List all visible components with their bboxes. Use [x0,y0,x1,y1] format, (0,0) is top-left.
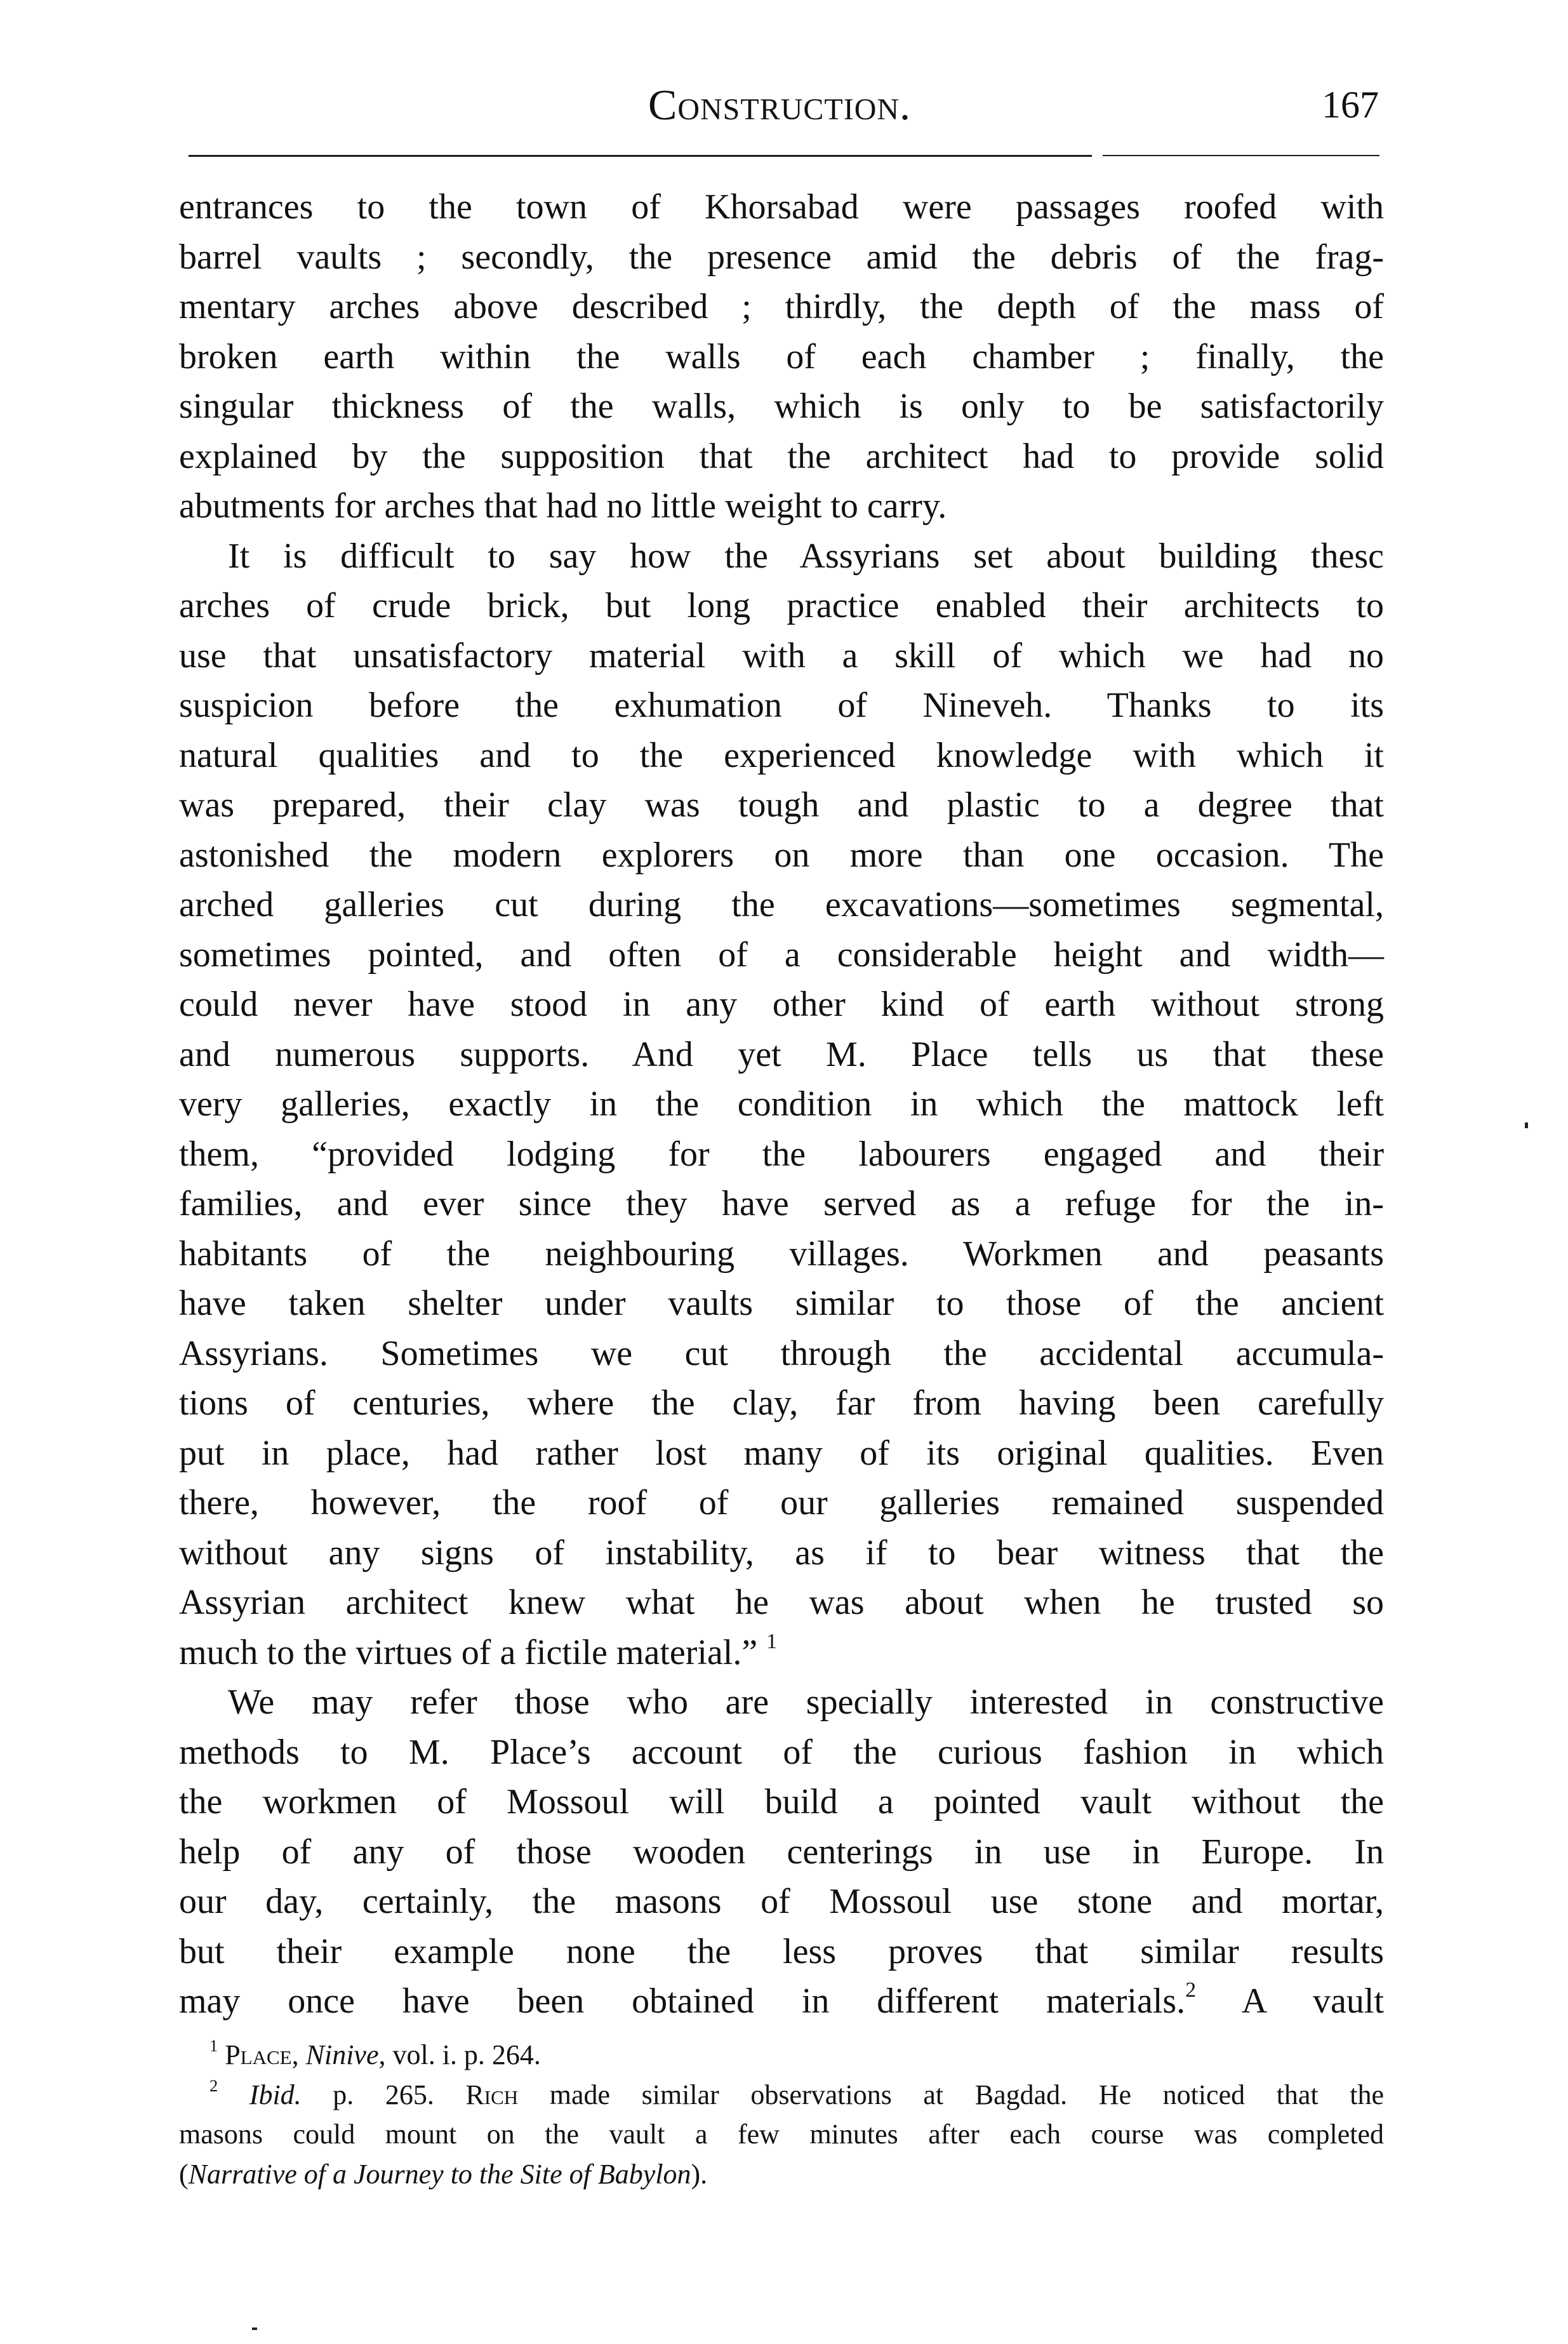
text-line [179,182,1384,232]
text-run: explained by the supposition that the architect had to provide solid [179,436,1384,476]
text-run: our day, certainly, the masons of Mossoul use stone and mortar, [179,1882,1384,1921]
footnote-2 [179,2075,1384,2195]
header-rule-segment [1103,155,1379,156]
footnote-line [179,2115,1384,2155]
text-run [218,2039,225,2070]
paragraph [179,1677,1384,2027]
running-head [179,79,1379,130]
text-line [179,1179,1384,1229]
text-line [179,1329,1384,1379]
text-line [179,1927,1384,1977]
text-line [179,1877,1384,1927]
text-line [179,880,1384,930]
text-run: It is difficult to say how the Assyrians set about building thesc [228,536,1384,576]
text-run: ( [179,2158,189,2190]
text-line [179,581,1384,631]
header-rule [189,155,1092,157]
text-line [179,1827,1384,1877]
text-run: suspicion before the exhumation of Nineveh. Thanks to its [179,686,1384,725]
body-text [179,182,1384,2027]
text-line [179,631,1384,681]
text-run: arched galleries cut during the excavations—sometimes segmental, [179,885,1384,924]
text-run: without any signs of instability, as if to bear witness that the [179,1533,1384,1573]
text-run: We may refer those who are specially interested in constructive [228,1682,1384,1722]
text-run: arches of crude brick, but long practice enabled their architects to [179,586,1384,625]
text-run: have taken shelter under vaults similar to those of the ancient [179,1284,1384,1323]
text-run: ). [691,2158,708,2190]
footnote-marker: 2 [1185,1978,1196,2002]
text-line [179,1229,1384,1279]
text-line [179,731,1384,781]
paragraph [179,531,1384,1678]
text-line [179,1428,1384,1479]
page-number: 167 [1322,84,1379,126]
text-line [179,1079,1384,1129]
running-title: Construction. [648,81,912,129]
text-run: Ibid. [249,2079,302,2110]
text-run: Assyrians. Sometimes we cut through the accidental accumula- [179,1333,1384,1373]
text-line [179,1628,1384,1678]
footnote-marker: 1 [209,2036,218,2056]
text-run: mentary arches above described ; thirdly, the depth of the mass of [179,287,1384,326]
text-run: , [291,2039,306,2070]
text-run: barrel vaults ; secondly, the presence amid the debris of the frag- [179,237,1384,277]
text-line [179,1478,1384,1528]
ink-speck [252,2327,257,2330]
text-run: natural qualities and to the experienced knowledge with which it [179,735,1384,775]
text-run: very galleries, exactly in the condition in which the mattock left [179,1084,1384,1124]
footnote-1 [179,2035,1384,2075]
text-run: may once have been obtained in different materials. [179,1981,1186,2021]
text-run: Place [225,2039,292,2070]
text-run: A vault [1195,1981,1385,2021]
text-run: families, and ever since they have served as a refuge for the in- [179,1184,1384,1223]
text-line [179,1279,1384,1329]
text-line [179,382,1384,432]
text-line [179,1129,1384,1180]
footnote-marker: 2 [209,2075,218,2095]
text-line [179,1378,1384,1428]
text-line [179,930,1384,980]
text-run [218,2079,249,2110]
text-line [179,780,1384,830]
text-line [179,681,1384,731]
text-run: was prepared, their clay was tough and plastic to a degree that [179,785,1384,825]
ink-speck [1525,1122,1528,1128]
text-line [179,282,1384,332]
text-line [179,531,1384,582]
text-line [179,1030,1384,1080]
text-line [179,432,1384,482]
footnote-line [179,2035,1384,2075]
footnotes [179,2035,1384,2194]
text-line [179,232,1384,283]
text-run: the workmen of Mossoul will build a pointed vault without the [179,1782,1384,1821]
text-line [179,1578,1384,1628]
text-line [179,1728,1384,1778]
text-line [179,1677,1384,1728]
text-run: methods to M. Place’s account of the curious fashion in which [179,1732,1384,1772]
text-line [179,1777,1384,1827]
text-line [179,481,1384,531]
footnote-line [179,2075,1384,2115]
text-run: , vol. i. p. 264. [378,2039,541,2070]
paragraph [179,182,1384,531]
text-line [179,980,1384,1030]
text-line [179,1976,1384,2027]
text-run: use that unsatisfactory material with a skill of which we had no [179,636,1384,676]
text-run: entrances to the town of Khorsabad were passages roofed with [179,187,1384,227]
text-run: much to the virtues of a fictile material.” [179,1632,767,1672]
text-run: masons could mount on the vault a few minutes after each course was completed [179,2119,1384,2150]
text-run: tions of centuries, where the clay, far from having been carefully [179,1383,1384,1423]
text-run: but their example none the less proves that similar results [179,1931,1384,1971]
text-run: there, however, the roof of our galleries remained suspended [179,1483,1384,1522]
text-run: put in place, had rather lost many of its original qualities. Even [179,1433,1384,1473]
text-run: Assyrian architect knew what he was about when he trusted so [179,1583,1384,1622]
footnote-marker: 1 [766,1629,777,1653]
text-run: help of any of those wooden centerings in use in Europe. In [179,1832,1384,1872]
text-run: sometimes pointed, and often of a considerable height and width— [179,935,1384,975]
text-run: and numerous supports. And yet M. Place tells us that these [179,1034,1384,1074]
text-run: broken earth within the walls of each chamber ; finally, the [179,336,1384,376]
text-run: could never have stood in any other kind of earth without strong [179,985,1384,1024]
text-run: habitants of the neighbouring villages. Workmen and peasants [179,1234,1384,1274]
text-line [179,830,1384,881]
text-run: singular thickness of the walls, which is only to be satisfactorily [179,387,1384,426]
text-line [179,332,1384,382]
footnote-line [179,2155,1384,2195]
text-run: Ninive [305,2039,379,2070]
text-run: Rich [465,2079,519,2110]
text-run: p. 265. [301,2079,466,2110]
text-run: them, “provided lodging for the labourers engaged and their [179,1134,1384,1174]
text-run: astonished the modern explorers on more than one occasion. The [179,835,1384,875]
text-run: made similar observations at Bagdad. He noticed that the [518,2079,1385,2110]
text-run: Narrative of a Journey to the Site of Babylon [188,2158,691,2190]
text-run: abutments for arches that had no little weight to carry. [179,486,947,526]
text-line [179,1528,1384,1578]
